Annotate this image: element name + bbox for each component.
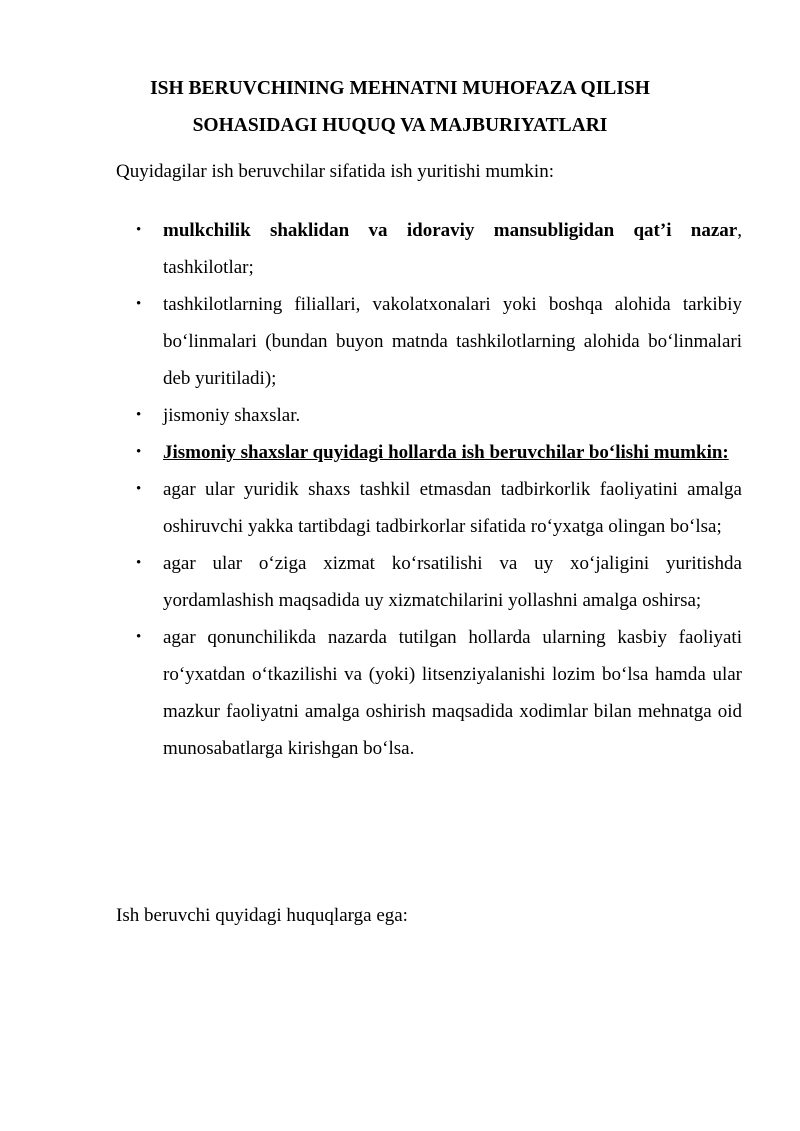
- list-item-text: tashkilotlarning filiallari, vakolatxonalari yoki boshqa alohida tarkibiy bo‘linmalari (bundan buyon matnda tashkilotlarning alohida bo‘linmalari deb yuritiladi);: [163, 294, 742, 389]
- bullet-icon: •: [136, 407, 142, 423]
- list-item: [0, 212, 742, 286]
- bullet-icon: •: [136, 629, 142, 645]
- list-item-text: , tashkilotlar;: [163, 220, 742, 278]
- list-item-text: agar ular o‘ziga xizmat ko‘rsatilishi va uy xo‘jaligini yuritishda yordamlashish maqsadida uy xizmatchilarini yollashni amalga oshirsa;: [163, 553, 742, 611]
- list-item-text: agar qonunchilikda nazarda tutilgan hollarda ularning kasbiy faoliyati ro‘yxatdan o‘tkazilishi va (yoki) litsenziyalanishi lozim bo‘lsa hamda ular mazkur faoliyatni amalga oshirish maqsadida xodimlar bilan mehnatga oid munosabatlarga kirishgan bo‘lsa.: [163, 627, 742, 759]
- bullet-icon: •: [136, 444, 142, 460]
- title-line-1: ISH BERUVCHINING MEHNATNI MUHOFAZA QILISH: [150, 78, 650, 99]
- bullet-icon: •: [136, 555, 142, 571]
- list-item-text: jismoniy shaxslar.: [163, 405, 301, 426]
- title-line-2: SOHASIDAGI HUQUQ VA MAJBURIYATLARI: [192, 115, 608, 136]
- list-item: [0, 471, 742, 545]
- list-item-bold-text: mulkchilik shaklidan va idoraviy mansubligidan qat’i nazar: [163, 220, 738, 241]
- list-item: [0, 286, 742, 397]
- page-title: [60, 70, 740, 144]
- bullet-list: [0, 212, 800, 767]
- list-item: [0, 397, 742, 434]
- bullet-icon: •: [136, 222, 142, 238]
- bullet-icon: •: [136, 481, 142, 497]
- list-item-text: agar ular yuridik shaxs tashkil etmasdan tadbirkorlik faoliyatini amalga oshiruvchi yakka tartibdagi tadbirkorlar sifatida ro‘yxatga olingan bo‘lsa;: [163, 479, 742, 537]
- list-item-heading-text: Jismoniy shaxslar quyidagi hollarda ish beruvchilar bo‘lishi mumkin:: [163, 442, 729, 463]
- closing-paragraph: Ish beruvchi quyidagi huquqlarga ega:: [116, 905, 408, 926]
- list-item: [0, 434, 742, 471]
- list-item: [0, 545, 742, 619]
- intro-paragraph: Quyidagilar ish beruvchilar sifatida ish yuritishi mumkin:: [116, 161, 554, 182]
- bullet-icon: •: [136, 296, 142, 312]
- list-item: [0, 619, 742, 767]
